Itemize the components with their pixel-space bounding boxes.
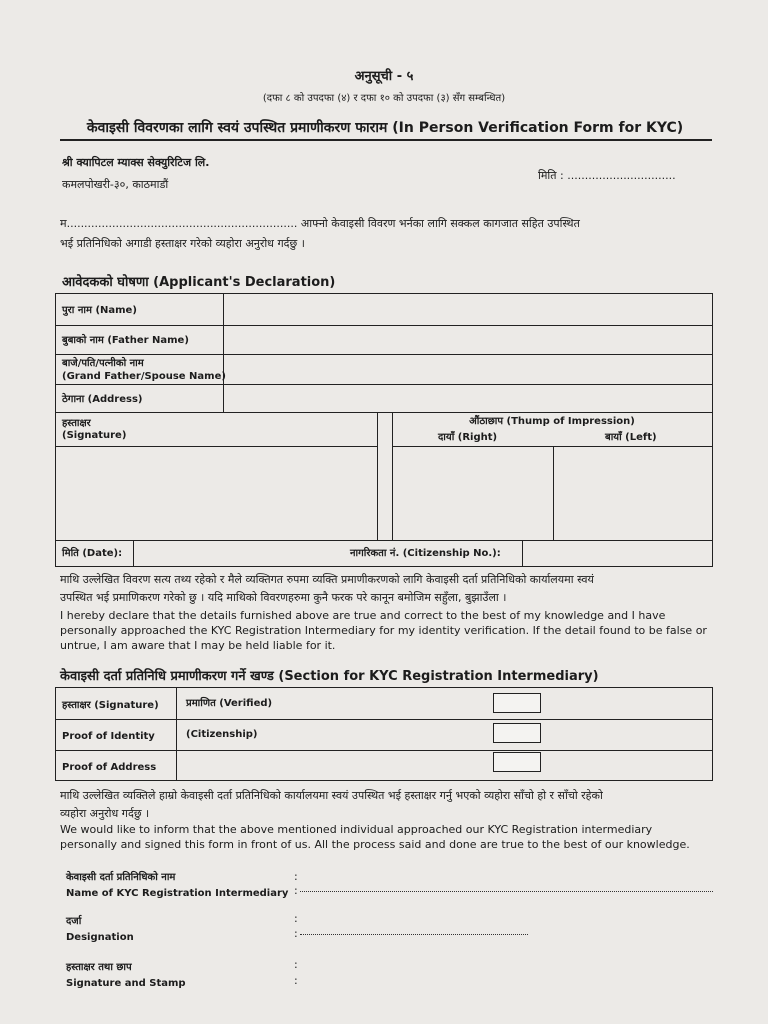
verified-label: प्रमाणित (Verified) bbox=[186, 698, 273, 709]
signature-stamp-area[interactable] bbox=[300, 958, 600, 988]
declaration-en-line-3: untrue, I am aware that I may be held liable for it. bbox=[60, 639, 336, 652]
designation-field[interactable] bbox=[300, 924, 528, 935]
declaration-np-line-1: माथि उल्लेखित विवरण सत्य तथ्य रहेको र मैले व्यक्तिगत रुपमा व्यक्ति प्रमाणीकरणको लागि केवाइसी दर्ता प्रतिनिधिको कार्यालयमा स्वयं bbox=[60, 573, 594, 586]
left-thumb-label: बायाँ (Left) bbox=[605, 432, 657, 443]
colon: : bbox=[294, 870, 298, 883]
title-underline bbox=[60, 139, 712, 141]
header-date: मिति : ............................... bbox=[538, 169, 676, 182]
company-name: श्री क्यापिटल म्याक्स सेक्युरिटिज लि. bbox=[62, 156, 210, 169]
declaration-en-line-2: personally approached the KYC Registration Intermediary for my identity verification. If the detail found to be false or bbox=[60, 624, 707, 637]
designation-label-en: Designation bbox=[66, 932, 134, 943]
legal-reference: (दफा ८ को उपदफा (४) र दफा १० को उपदफा (३) सँग सम्बन्धित) bbox=[262, 93, 506, 104]
form-title: केवाइसी विवरणका लागि स्वयं उपस्थित प्रमाणीकरण फाराम (In Person Verification Form for KYC) bbox=[86, 120, 684, 136]
intermediary-heading: केवाइसी दर्ता प्रतिनिधि प्रमाणीकरण गर्ने खण्ड (Section for KYC Registration Intermediary) bbox=[60, 669, 599, 684]
company-location: कमलपोखरी-३०, काठमाडौं bbox=[62, 178, 169, 191]
confirmation-np-line-2: व्यहोरा अनुरोध गर्दछु । bbox=[60, 807, 150, 820]
intermediary-signature-label: हस्ताक्षर (Signature) bbox=[62, 700, 159, 711]
declaration-en-line-1: I hereby declare that the details furnished above are true and correct to the best of my knowledge and I have bbox=[60, 609, 666, 622]
intermediary-name-label-en: Name of KYC Registration Intermediary bbox=[66, 888, 289, 899]
designation-label-np: दर्जा bbox=[66, 916, 82, 927]
signature-label-np: हस्ताक्षर bbox=[62, 418, 91, 429]
address-field[interactable] bbox=[224, 385, 711, 412]
stamp-label-en: Signature and Stamp bbox=[66, 978, 186, 989]
father-name-label: बुबाको नाम (Father Name) bbox=[62, 335, 189, 346]
stamp-label-np: हस्ताक्षर तथा छाप bbox=[66, 962, 132, 973]
request-line-1: म.................................................................. आफ्नो केवाइसी विवरण भर्नका लागि सक्कल कागजात सहित उपस्थित bbox=[60, 217, 580, 230]
citizenship-proof-label: (Citizenship) bbox=[186, 729, 258, 740]
date-field[interactable] bbox=[134, 541, 334, 565]
right-thumb-box[interactable] bbox=[393, 447, 553, 540]
declaration-np-line-2: उपस्थित भई प्रमाणिकरण गरेको छु । यदि माथिको विवरणहरुमा कुनै फरक परे कानून बमोजिम सहुँला, बुझाउँला । bbox=[60, 591, 507, 604]
confirmation-en-line-2: personally and signed this form in front of us. All the process said and done are true to the best of our knowledge. bbox=[60, 838, 690, 851]
left-thumb-box[interactable] bbox=[554, 447, 711, 540]
colon: : bbox=[294, 927, 298, 940]
grandfather-spouse-field[interactable] bbox=[224, 355, 711, 384]
father-name-field[interactable] bbox=[224, 326, 711, 354]
colon: : bbox=[294, 974, 298, 987]
signature-area[interactable] bbox=[56, 447, 377, 540]
address-label: ठेगाना (Address) bbox=[62, 394, 143, 405]
proof-of-address-label: Proof of Address bbox=[62, 762, 157, 773]
right-thumb-label: दायाँ (Right) bbox=[438, 432, 498, 443]
thumb-impression-label: औंठाछाप (Thump of Impression) bbox=[469, 416, 635, 427]
citizenship-field[interactable] bbox=[523, 541, 711, 565]
colon: : bbox=[294, 958, 298, 971]
applicant-heading: आवेदकको घोषणा (Applicant's Declaration) bbox=[62, 275, 336, 290]
signature-label-en: (Signature) bbox=[62, 430, 127, 441]
colon: : bbox=[294, 912, 298, 925]
grandfather-label-en: (Grand Father/Spouse Name) bbox=[62, 371, 226, 382]
date-label: मिति (Date): bbox=[62, 548, 123, 559]
confirmation-en-line-1: We would like to inform that the above mentioned individual approached our KYC Registration intermediary bbox=[60, 823, 653, 836]
colon: : bbox=[294, 884, 298, 897]
verified-checkbox[interactable] bbox=[493, 693, 541, 713]
grandfather-label-np: बाजे/पति/पत्नीको नाम bbox=[62, 358, 144, 369]
confirmation-np-line-1: माथि उल्लेखित व्यक्तिले हाम्रो केवाइसी दर्ता प्रतिनिधिको कार्यालयमा स्वयं उपस्थित भई हस्ताक्षर गर्नु भएको व्यहोरा साँचो हो र साँचो रहेको bbox=[60, 789, 603, 802]
intermediary-name-field[interactable] bbox=[300, 881, 713, 892]
citizenship-label: नागरिकता नं. (Citizenship No.): bbox=[350, 548, 501, 559]
name-label: पुरा नाम (Name) bbox=[62, 305, 137, 316]
proof-of-identity-label: Proof of Identity bbox=[62, 731, 155, 742]
identity-checkbox[interactable] bbox=[493, 723, 541, 743]
name-field[interactable] bbox=[224, 294, 711, 325]
request-line-2: भई प्रतिनिधिको अगाडी हस्ताक्षर गरेको व्यहोरा अनुरोध गर्दछु । bbox=[60, 237, 305, 250]
intermediary-name-label-np: केवाइसी दर्ता प्रतिनिधिको नाम bbox=[66, 872, 176, 883]
address-checkbox[interactable] bbox=[493, 752, 541, 772]
schedule-number: अनुसूची - ५ bbox=[354, 69, 414, 84]
